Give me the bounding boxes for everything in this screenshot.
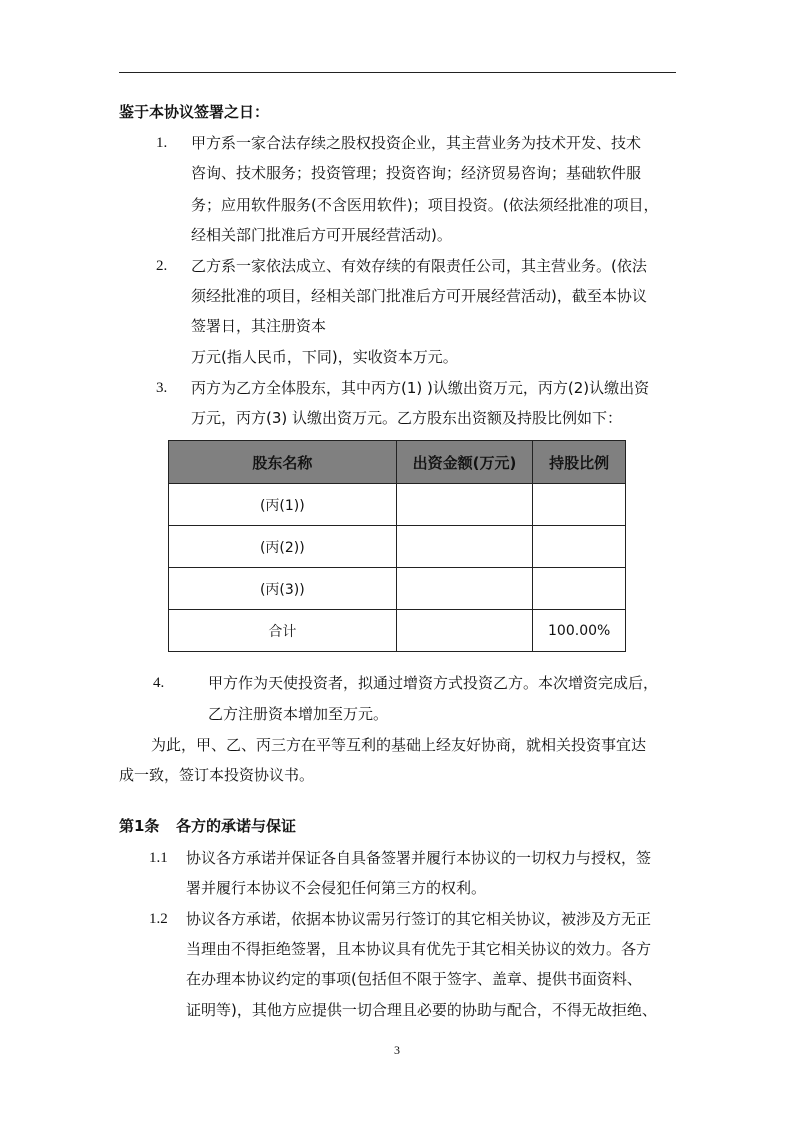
item-4-line-2: 乙方注册资本增加至万元。 <box>208 705 389 723</box>
closing-line-1: 为此，甲、乙、丙三方在平等互利的基础上经友好协商，就相关投资事宜达 <box>151 736 647 754</box>
closing-line-2: 成一致，签订本投资协议书。 <box>119 766 315 784</box>
item-3-line-1: 丙方为乙方全体股东，其中丙方(1) )认缴出资万元，丙方(2)认缴出资 <box>191 379 650 397</box>
cell-ratio <box>533 568 626 610</box>
item-2-line-3: 签署日，其注册资本 <box>191 317 327 335</box>
clause-1-2-line-2: 当理由不得拒绝签署，且本协议具有优先于其它相关协议的效力。各方 <box>186 940 652 958</box>
cell-ratio <box>533 484 626 526</box>
clause-1-2-line-3: 在办理本协议约定的事项(包括但不限于签字、盖章、提供书面资料、 <box>186 970 642 988</box>
col-header-ratio: 持股比例 <box>533 441 626 484</box>
table-row <box>169 568 626 610</box>
cell-shareholder: (丙(1)) <box>169 484 397 526</box>
item-1-line-2: 咨询、技术服务；投资管理；投资咨询；经济贸易咨询；基础软件服 <box>191 164 642 182</box>
col-header-shareholder: 股东名称 <box>169 441 397 484</box>
cell-total-ratio: 100.00% <box>533 610 626 652</box>
article-1-title: 各方的承诺与保证 <box>176 817 297 835</box>
item-4-line-1: 甲方作为天使投资者，拟通过增资方式投资乙方。本次增资完成后， <box>208 674 659 692</box>
item-2-line-1: 乙方系一家依法成立、有效存续的有限责任公司，其主营业务。(依法 <box>191 257 647 275</box>
cell-shareholder: (丙(3)) <box>169 568 397 610</box>
cell-amount <box>396 526 533 568</box>
clause-1-1-number: 1.1 <box>149 850 168 866</box>
cell-shareholder: (丙(2)) <box>169 526 397 568</box>
shareholder-table <box>168 440 626 652</box>
item-3-number: 3. <box>156 380 168 396</box>
intro-heading: 鉴于本协议签署之日： <box>119 103 270 121</box>
cell-ratio <box>533 526 626 568</box>
item-4-number: 4. <box>153 675 165 691</box>
item-1-line-4: 经相关部门批准后方可开展经营活动)。 <box>191 226 452 244</box>
table-total-row <box>169 610 626 652</box>
clause-1-1-line-2: 署并履行本协议不会侵犯任何第三方的权利。 <box>186 879 487 897</box>
header-rule <box>119 72 676 73</box>
clause-1-2-line-4: 证明等)，其他方应提供一切合理且必要的协助与配合，不得无故拒绝、 <box>186 1001 657 1019</box>
col-header-amount: 出资金额(万元) <box>396 441 533 484</box>
cell-total-amount <box>396 610 533 652</box>
page-number: 3 <box>394 1043 400 1057</box>
cell-amount <box>396 484 533 526</box>
item-3-line-2: 万元，丙方(3) 认缴出资万元。乙方股东出资额及持股比例如下： <box>191 409 623 427</box>
item-1-line-3: 务；应用软件服务(不含医用软件)；项目投资。(依法须经批准的项目， <box>191 196 659 214</box>
item-2-line-4: 万元(指人民币，下同)，实收资本万元。 <box>191 348 458 366</box>
table-row <box>169 484 626 526</box>
table-row <box>169 526 626 568</box>
cell-amount <box>396 568 533 610</box>
item-1-line-1: 甲方系一家合法存续之股权投资企业，其主营业务为技术开发、技术 <box>191 134 642 152</box>
clause-1-1-line-1: 协议各方承诺并保证各自具备签署并履行本协议的一切权力与授权，签 <box>186 849 652 867</box>
table-header-row <box>169 441 626 484</box>
cell-total-label: 合计 <box>169 610 397 652</box>
clause-1-2-line-1: 协议各方承诺，依据本协议需另行签订的其它相关协议，被涉及方无正 <box>186 910 652 928</box>
clause-1-2-number: 1.2 <box>149 911 168 927</box>
item-1-number: 1. <box>156 135 168 151</box>
item-2-number: 2. <box>156 258 168 274</box>
article-1-number: 第1条 <box>119 817 160 835</box>
item-2-line-2: 须经批准的项目，经相关部门批准后方可开展经营活动)，截至本协议 <box>191 287 647 305</box>
